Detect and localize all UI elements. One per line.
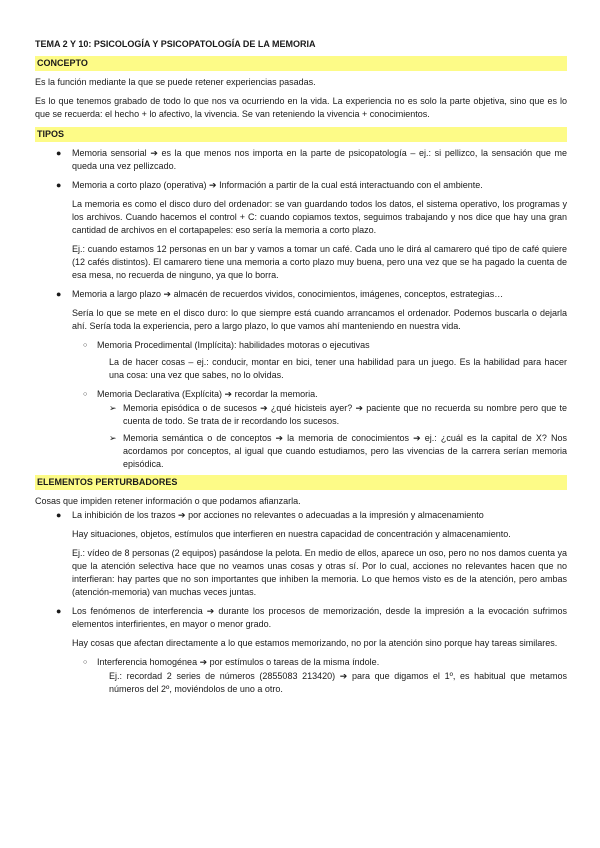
paragraph: Sería lo que se mete en el disco duro: lo que siempre está cuando arrancamos el ordenador. Podemos buscarla o dejarla ahí. Sería toda la experiencia, pero a largo plazo, lo que vamos ahí manteniendo en nuestra vida. (72, 308, 567, 331)
circle-bullet-icon: ○ (83, 391, 88, 398)
bullet-icon: ● (56, 510, 62, 520)
paragraph: La de hacer cosas – ej.: conducir, montar en bici, tener una habilidad para un juego. Es la habilidad para hacer una cosa: una vez que sabes, no lo olvidas. (109, 357, 567, 380)
paragraph: Cosas que impiden retener información o que podamos afianzarla. (35, 496, 301, 506)
list-item (35, 432, 567, 471)
circle-bullet-icon: ○ (83, 659, 88, 666)
paragraph: Es la función mediante la que se puede retener experiencias pasadas. (35, 77, 316, 87)
list-item (35, 605, 567, 631)
list-item-text: Memoria semántica o de conceptos ➔ la memoria de conocimientos ➔ ej.: ¿cuál es la capital de X? Nos acordamos por conceptos, al igual que cuando estudiamos, pero las vivencias de la carrera serían memoria episódica. (123, 433, 567, 469)
list-item (35, 388, 567, 401)
document-title: TEMA 2 Y 10: PSICOLOGÍA Y PSICOPATOLOGÍA DE LA MEMORIA (35, 39, 316, 49)
list-item (35, 656, 567, 669)
bullet-icon: ● (56, 289, 62, 299)
paragraph: Ej.: cuando estamos 12 personas en un bar y vamos a tomar un café. Cada uno le dirá al camarero qué tipo de café quiere (12 cafés distintos). El camarero tiene una memoria a corto plazo muy buena, pero una vez que se ha pagado la cuenta de esa mesa, no recuerda de ninguno, ya que lo borra. (72, 244, 567, 280)
bullet-icon: ● (56, 148, 62, 158)
list-item (35, 179, 567, 192)
list-item-text: Interferencia homogénea ➔ por estímulos o tareas de la misma índole. (97, 657, 380, 667)
list-item-text: Memoria episódica o de sucesos ➔ ¿qué hicisteis ayer? ➔ paciente que no recuerda su nombre pero que te cuenta de todo. Se trata de ir recordando los sucesos. (123, 403, 567, 426)
list-item-text: Memoria Procedimental (Implícita): habilidades motoras o ejecutivas (97, 340, 370, 350)
section-heading-tipos: TIPOS (35, 127, 567, 142)
paragraph: Hay cosas que afectan directamente a lo que estamos memorizando, no por la atención sino porque hay tareas similares. (72, 638, 558, 648)
list-item (35, 147, 567, 173)
section-heading-elementos: ELEMENTOS PERTURBADORES (35, 475, 567, 490)
list-item (35, 402, 567, 428)
bullet-icon: ● (56, 180, 62, 190)
list-item-text: La inhibición de los trazos ➔ por acciones no relevantes o adecuadas a la impresión y almacenamiento (72, 510, 484, 520)
list-item-text: Memoria sensorial ➔ es la que menos nos importa en la parte de psicopatología – ej.: si pellizco, la sensación que me queda una vez pellizcado. (72, 148, 567, 171)
document-page (35, 38, 567, 702)
paragraph: Ej.: recordad 2 series de números (2855083 213420) ➔ para que digamos el 1º, es habitual que metamos números del 2º, moviéndolos de uno a otro. (109, 671, 567, 694)
section-heading-concepto: CONCEPTO (35, 56, 567, 71)
paragraph: Hay situaciones, objetos, estímulos que interfieren en nuestra capacidad de concentración y almacenamiento. (72, 529, 511, 539)
list-item-text: Memoria Declarativa (Explícita) ➔ recordar la memoria. (97, 389, 318, 399)
paragraph: La memoria es como el disco duro del ordenador: se van guardando todos los datos, el sistema operativo, los programas y los archivos. Cuando hacemos el control + C: cuando copiamos textos, seguimos trabajando y nos dice que hay una gran cantidad de archivos en el cortapapeles: eso sería la memoria a corto plazo. (72, 199, 567, 235)
list-item (35, 509, 567, 522)
bullet-icon: ● (56, 606, 62, 616)
list-item-text: Memoria a corto plazo (operativa) ➔ Información a partir de la cual está interactuando con el ambiente. (72, 180, 483, 190)
list-item-text: Memoria a largo plazo ➔ almacén de recuerdos vividos, conocimientos, imágenes, conceptos, estrategias… (72, 289, 504, 299)
list-item (35, 288, 567, 301)
list-item-text: Los fenómenos de interferencia ➔ durante los procesos de memorización, desde la impresión a la evocación sufrimos elementos interfirientes, en mayor o menor grado. (72, 606, 567, 629)
list-item (35, 339, 567, 352)
circle-bullet-icon: ○ (83, 342, 88, 349)
paragraph: Es lo que tenemos grabado de todo lo que nos va ocurriendo en la vida. La experiencia no es solo la parte objetiva, sino que es lo que se recuerda: el hecho + lo afectivo, la vivencia. Se van reteniendo la vivencia + conocimientos. (35, 96, 567, 119)
arrow-bullet-icon: ➢ (109, 403, 117, 413)
arrow-bullet-icon: ➢ (109, 433, 117, 443)
paragraph: Ej.: vídeo de 8 personas (2 equipos) pasándose la pelota. En medio de ellos, aparece un oso, pero no nos damos cuenta ya que la atención selectiva hace que no veamos unas cosas y otras sí. Por lo cual, acciones no relevantes hacen que no interfieran: hay partes que no son importantes que inhiben la memoria. Lo que hemos visto es de la atención, pero ambas (atención-memoria) van muchas veces juntas. (72, 548, 567, 597)
